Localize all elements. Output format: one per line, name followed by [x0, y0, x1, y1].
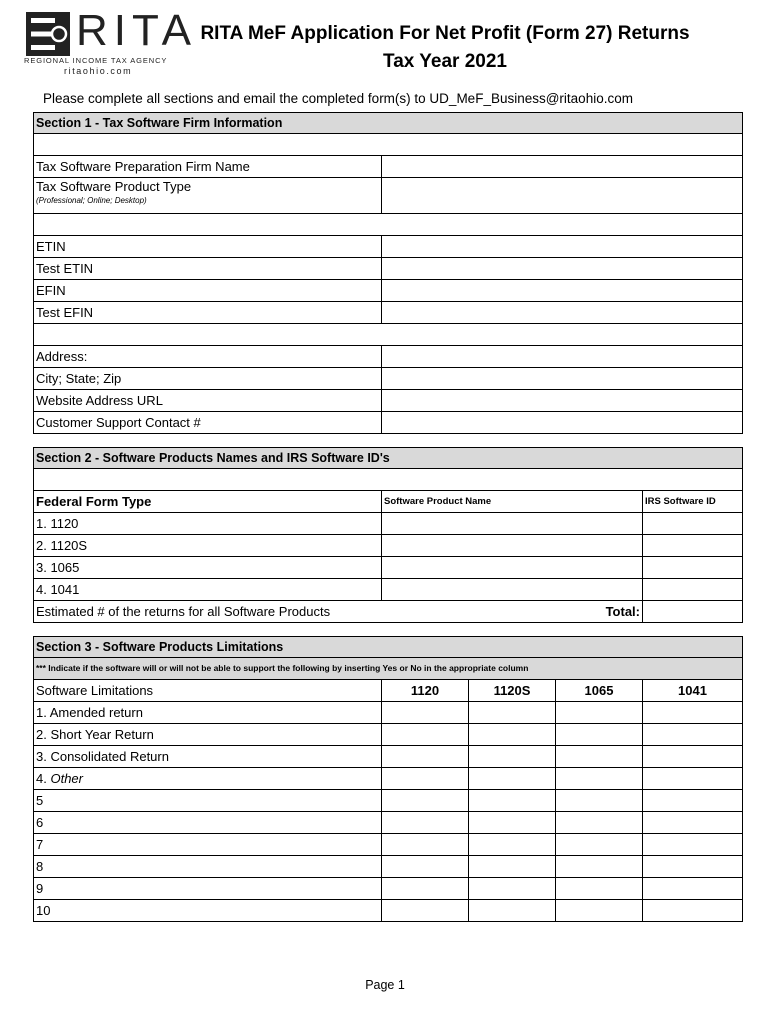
table-row — [34, 513, 742, 535]
section-2-table — [33, 447, 743, 623]
limitation-label — [34, 856, 382, 877]
limitations-rows — [34, 702, 742, 922]
product-type-hint: (Professional; Online; Desktop) — [36, 196, 147, 205]
table-row — [34, 535, 742, 557]
website-field[interactable] — [382, 390, 742, 411]
limitation-text: 4. — [36, 771, 51, 786]
product-type-label: Tax Software Product Type — [36, 179, 192, 194]
address-label: Address: — [34, 346, 382, 367]
limitation-text: 6 — [36, 815, 44, 830]
section-2-column-headers — [34, 491, 742, 513]
software-limitations-header: Software Limitations — [34, 680, 382, 701]
etin-label: ETIN — [34, 236, 382, 257]
spacer-row — [34, 324, 742, 346]
test-efin-label: Test EFIN — [34, 302, 382, 323]
table-row — [34, 834, 742, 856]
limitation-label — [34, 790, 382, 811]
limitation-label — [34, 878, 382, 899]
col-1120s-header: 1120S — [469, 680, 556, 701]
other-label: Other — [50, 771, 83, 786]
limitation-text: 10 — [36, 903, 51, 918]
limitation-text: 7 — [36, 837, 44, 852]
limitation-1120-field[interactable] — [382, 746, 469, 767]
section-2-header-row — [34, 447, 742, 469]
limitation-1120-field[interactable] — [382, 702, 469, 723]
rita-logo — [24, 6, 197, 76]
logo-subtitle: REGIONAL INCOME TAX AGENCY — [24, 56, 168, 65]
limitation-1120s-field[interactable] — [469, 812, 556, 833]
limitation-label — [34, 746, 382, 767]
test-efin-field[interactable] — [382, 302, 742, 323]
section-3-table — [33, 636, 743, 922]
firm-name-label: Tax Software Preparation Firm Name — [34, 156, 382, 177]
total-field[interactable] — [643, 601, 742, 622]
limitation-1041-field[interactable] — [643, 812, 742, 833]
website-label: Website Address URL — [34, 390, 382, 411]
limitation-1120-field[interactable] — [382, 856, 469, 877]
limitation-1065-field[interactable] — [556, 834, 643, 855]
form-1041-label: 4. 1041 — [34, 579, 382, 600]
limitation-1120s-field[interactable] — [469, 768, 556, 789]
limitation-text: 9 — [36, 881, 44, 896]
table-row — [34, 702, 742, 724]
federal-form-type-header: Federal Form Type — [34, 491, 382, 512]
section-1-header-row — [34, 112, 742, 134]
section-3-note-row — [34, 658, 742, 680]
limitation-1120-field[interactable] — [382, 812, 469, 833]
limitation-1120-field[interactable] — [382, 878, 469, 899]
limitation-1120s-field[interactable] — [469, 702, 556, 723]
table-row — [34, 258, 742, 280]
table-row — [34, 746, 742, 768]
estimated-returns-label: Estimated # of the returns for all Software Products — [36, 604, 331, 619]
limitation-1120-field[interactable] — [382, 790, 469, 811]
limitation-1065-field[interactable] — [556, 702, 643, 723]
section-3-header: Section 3 - Software Products Limitations — [34, 637, 742, 657]
test-etin-label: Test ETIN — [34, 258, 382, 279]
firm-name-field[interactable] — [382, 156, 742, 177]
table-row — [34, 812, 742, 834]
efin-label: EFIN — [34, 280, 382, 301]
instructions-text: Please complete all sections and email the completed form(s) to UD_MeF_Business@ritaohio.com — [43, 91, 633, 106]
table-row — [34, 412, 742, 434]
form-1120-label: 1. 1120 — [34, 513, 382, 534]
spacer-row — [34, 469, 742, 491]
table-row — [34, 601, 742, 623]
table-row — [34, 390, 742, 412]
limitation-1065-field[interactable] — [556, 768, 643, 789]
limitation-1065-field[interactable] — [556, 812, 643, 833]
limitation-1065-field[interactable] — [556, 790, 643, 811]
limitation-1041-field[interactable] — [643, 746, 742, 767]
table-row — [34, 856, 742, 878]
table-row — [34, 724, 742, 746]
table-row — [34, 156, 742, 178]
limitation-1120-field[interactable] — [382, 834, 469, 855]
irs-software-id-header: IRS Software ID — [645, 496, 716, 507]
limitation-text: 5 — [36, 793, 44, 808]
total-label: Total: — [382, 601, 643, 622]
limitation-1041-field[interactable] — [643, 856, 742, 877]
section-3-column-headers — [34, 680, 742, 702]
limitation-label — [34, 702, 382, 723]
title-line-1: RITA MeF Application For Net Profit (Form 27) Returns — [200, 23, 690, 44]
form-1120-product-name-field[interactable] — [382, 513, 643, 534]
table-row — [34, 346, 742, 368]
support-label: Customer Support Contact # — [34, 412, 382, 433]
form-1120s-irs-id-field[interactable] — [643, 535, 742, 556]
address-field[interactable] — [382, 346, 742, 367]
limitation-1065-field[interactable] — [556, 878, 643, 899]
limitation-1065-field[interactable] — [556, 900, 643, 921]
col-1065-header: 1065 — [556, 680, 643, 701]
limitation-text: 2. Short Year Return — [36, 727, 154, 742]
limitation-1120s-field[interactable] — [469, 834, 556, 855]
limitation-text: 1. Amended return — [36, 705, 143, 720]
logo-wordmark: RITA — [76, 6, 197, 55]
limitation-1041-field[interactable] — [643, 768, 742, 789]
city-state-zip-field[interactable] — [382, 368, 742, 389]
table-row — [34, 236, 742, 258]
table-row — [34, 900, 742, 922]
logo-url: ritaohio.com — [64, 66, 133, 76]
software-product-name-header: Software Product Name — [382, 491, 643, 512]
spacer-row — [34, 134, 742, 156]
limitation-1041-field[interactable] — [643, 900, 742, 921]
form-1041-product-name-field[interactable] — [382, 579, 643, 600]
limitation-1041-field[interactable] — [643, 834, 742, 855]
rita-logo-icon — [26, 12, 70, 56]
section-3-header-row — [34, 636, 742, 658]
form-1120s-label: 2. 1120S — [34, 535, 382, 556]
table-row — [34, 579, 742, 601]
table-row — [34, 178, 742, 214]
page-number: Page 1 — [365, 978, 405, 992]
limitation-1120s-field[interactable] — [469, 878, 556, 899]
form-1041-irs-id-field[interactable] — [643, 579, 742, 600]
col-1041-header: 1041 — [678, 683, 707, 698]
limitation-label — [34, 724, 382, 745]
table-row — [34, 878, 742, 900]
test-etin-field[interactable] — [382, 258, 742, 279]
etin-field[interactable] — [382, 236, 742, 257]
limitation-1120s-field[interactable] — [469, 724, 556, 745]
limitation-text: 8 — [36, 859, 44, 874]
form-1120-irs-id-field[interactable] — [643, 513, 742, 534]
table-row — [34, 302, 742, 324]
limitation-1065-field[interactable] — [556, 724, 643, 745]
table-row — [34, 280, 742, 302]
limitation-label — [34, 812, 382, 833]
limitation-1041-field[interactable] — [643, 790, 742, 811]
limitation-label — [34, 834, 382, 855]
limitation-1120s-field[interactable] — [469, 746, 556, 767]
limitation-1065-field[interactable] — [556, 746, 643, 767]
form-1065-irs-id-field[interactable] — [643, 557, 742, 578]
section-2-header: Section 2 - Software Products Names and IRS Software ID's — [34, 448, 742, 468]
city-state-zip-label: City; State; Zip — [34, 368, 382, 389]
support-field[interactable] — [382, 412, 742, 433]
limitation-label — [34, 900, 382, 921]
limitation-1120s-field[interactable] — [469, 856, 556, 877]
page-title — [180, 20, 710, 76]
table-row — [34, 557, 742, 579]
spacer-row — [34, 214, 742, 236]
form-1065-product-name-field[interactable] — [382, 557, 643, 578]
limitation-1041-field[interactable] — [643, 702, 742, 723]
limitation-text: 3. Consolidated Return — [36, 749, 169, 764]
col-1120-header: 1120 — [382, 680, 469, 701]
limitation-1120-field[interactable] — [382, 724, 469, 745]
section-3-note: *** Indicate if the software will or will not be able to support the following by inserting Yes or No in the appropriate column — [34, 658, 742, 679]
table-row — [34, 368, 742, 390]
limitation-label — [34, 768, 382, 789]
section-1-table — [33, 112, 743, 434]
product-type-field[interactable] — [382, 178, 742, 213]
title-line-2: Tax Year 2021 — [383, 51, 507, 72]
limitation-1120s-field[interactable] — [469, 790, 556, 811]
table-row — [34, 768, 742, 790]
limitation-1120-field[interactable] — [382, 768, 469, 789]
section-1-header: Section 1 - Tax Software Firm Information — [34, 113, 742, 133]
form-1120s-product-name-field[interactable] — [382, 535, 643, 556]
product-type-label-cell — [34, 178, 382, 213]
limitation-1120s-field[interactable] — [469, 900, 556, 921]
table-row — [34, 790, 742, 812]
limitation-1041-field[interactable] — [643, 724, 742, 745]
form-1065-label: 3. 1065 — [34, 557, 382, 578]
limitation-1120-field[interactable] — [382, 900, 469, 921]
limitation-1041-field[interactable] — [643, 878, 742, 899]
limitation-1065-field[interactable] — [556, 856, 643, 877]
efin-field[interactable] — [382, 280, 742, 301]
